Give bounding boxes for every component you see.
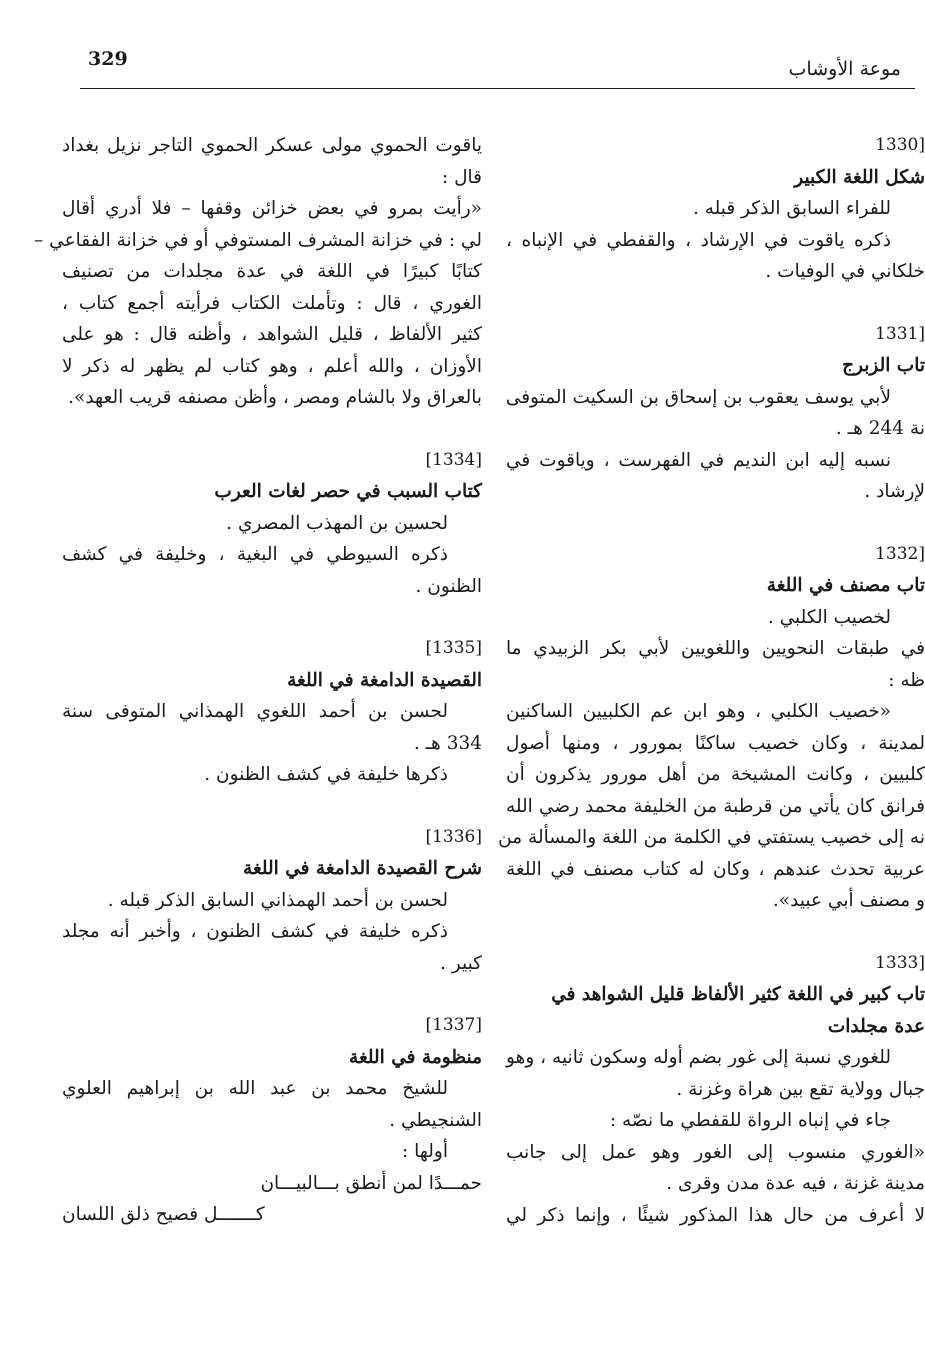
text-line: أولها : — [402, 1141, 448, 1162]
verse-line: كـــــــل فصيح ذلق اللسان — [62, 1204, 265, 1225]
text-line: كلبيين ، وكانت المشيخة من أهل مورور يذكرون أن — [506, 764, 925, 785]
text-line: ظه : — [888, 669, 925, 691]
verse-line: حمـــدًا لمن أنطق بـــالبيـــان — [260, 1172, 482, 1194]
text-line: لإرشاد . — [864, 481, 925, 502]
text-line: لي : في خزانة المشرف المستوفي أو في خزانة الفقاعي – — [34, 229, 482, 251]
entry-number: [1336] — [425, 826, 482, 847]
entry-title: كتاب السبب في حصر لغات العرب — [214, 481, 482, 502]
text-line: «رأيت بمرو في بعض خزائن وقفها – فلا أدري أقال — [62, 198, 482, 219]
text-line: كبير . — [440, 952, 482, 974]
entry-title: تاب كبير في اللغة كثير الألفاظ قليل الشواهد في — [551, 984, 925, 1005]
entry-number: [1334] — [425, 449, 482, 470]
entry-title: منظومة في اللغة — [349, 1046, 482, 1068]
text-line: مدينة غزنة ، فيه عدة مدن وقرى . — [666, 1173, 925, 1194]
text-line: خلكاني في الوفيات . — [765, 261, 925, 282]
text-line: جبال وولاية تقع بين هراة وغزنة . — [676, 1078, 925, 1100]
entry-number: [1333 — [875, 952, 925, 973]
text-line: للفراء السابق الذكر قبله . — [692, 198, 891, 219]
text-line: في طبقات النحويين واللغويين لأبي بكر الزبيدي ما — [506, 638, 925, 659]
entry-number: [1335] — [425, 638, 482, 658]
text-line: ذكره خليفة في كشف الظنون ، وأخبر أنه مجلد — [62, 921, 448, 942]
text-line: الغوري ، قال : وتأملت الكتاب فرأيته أجمع كتاب ، — [62, 292, 482, 314]
text-line: للشيخ محمد بن عبد الله بن إبراهيم العلوي — [62, 1078, 448, 1099]
text-line: كتابًا كبيرًا في اللغة في عدة مجلدات من تصنيف — [62, 261, 482, 282]
text-line: و مصنف أبي عبيد». — [772, 890, 925, 911]
running-head: موعة الأوشاب — [788, 58, 901, 80]
text-line: لحسين بن المهذب المصري . — [226, 512, 448, 534]
text-line: عربية تحدث عندهم ، وكان له كتاب مصنف في اللغة — [506, 858, 925, 880]
text-line: قال : — [441, 166, 482, 188]
entry-1330 — [506, 130, 925, 288]
text-line: ذكره ياقوت في الإرشاد ، والقفطي في الإنباه ، — [506, 229, 891, 251]
text-line: جاء في إنباه الرواة للقفطي ما نصّه : — [609, 1110, 891, 1131]
left-column — [34, 130, 482, 1231]
entry-1331 — [506, 319, 925, 508]
entry-1337 — [62, 1010, 482, 1231]
text-line: ياقوت الحموي مولى عسكر الحموي التاجر نزيل بغداد — [62, 135, 482, 156]
text-line: لحسن بن أحمد الهمذاني السابق الذكر قبله . — [107, 889, 448, 911]
entry-title: شرح القصيدة الدامغة في اللغة — [243, 858, 482, 879]
text-line: لا أعرف من حال هذا المذكور شيئًا ، وإنما ذكر لي — [506, 1204, 925, 1226]
right-column — [498, 130, 925, 1231]
text-line: نسبه إليه ابن النديم في الفهرست ، وياقوت في — [506, 449, 891, 471]
header-rule — [80, 88, 915, 89]
text-line: 334 هـ . — [413, 732, 482, 754]
text-line: فرانق كان يأتي من قرطبة من الخليفة محمد رضي الله — [506, 795, 925, 817]
entry-number: [1331 — [875, 323, 925, 344]
text-line: بالعراق ولا بالشام ومصر ، وأظن مصنفه قريب العهد». — [68, 387, 482, 408]
entry-title: القصيدة الدامغة في اللغة — [287, 669, 482, 691]
entry-1334 — [62, 445, 482, 603]
entry-title: تاب الزبرج — [842, 355, 925, 376]
entry-1335 — [62, 633, 482, 791]
entry-title: شكل اللغة الكبير — [794, 166, 925, 188]
entry-1332 — [498, 539, 925, 917]
entry-1336 — [62, 822, 482, 980]
text-line: ذكرها خليفة في كشف الظنون . — [204, 764, 448, 785]
entry-number: [1330 — [875, 135, 925, 155]
entry-title: تاب مصنف في اللغة — [766, 575, 925, 596]
text-line: «الغوري منسوب إلى الغور وهو عمل إلى جانب — [506, 1141, 925, 1163]
text-line: ذكره السيوطي في البغية ، وخليفة في كشف — [62, 544, 448, 565]
entry-1333 — [506, 948, 925, 1232]
entry-number: [1332 — [875, 543, 925, 564]
page-number: 329 — [88, 48, 128, 70]
entry-number: [1337] — [425, 1015, 482, 1035]
text-line: لخصيب الكلبي . — [767, 606, 891, 628]
text-line: نه إلى خصيب يستفتي في الكلمة من اللغة والمسألة من — [498, 827, 925, 848]
text-line: «خصيب الكلبي ، وهو ابن عم الكلبيين الساكنين — [506, 701, 891, 722]
text-line: نة 244 هـ . — [835, 418, 925, 439]
text-line: لمدينة ، وكان خصيب ساكنًا بمورور ، ومنها أصول — [506, 732, 925, 754]
entry-1333-continuation — [34, 130, 482, 414]
text-line: لحسن بن أحمد اللغوي الهمذاني المتوفى سنة — [62, 701, 448, 722]
entry-title: عدة مجلدات — [827, 1015, 925, 1037]
text-line: كثير الألفاظ ، قليل الشواهد ، وأظنه قال : هو على — [62, 324, 482, 345]
text-line: الأوزان ، والله أعلم ، وهو كتاب لم يظهر له ذكر لا — [62, 355, 482, 377]
text-line: الشنجيطي . — [389, 1109, 482, 1131]
text-line: لأبي يوسف يعقوب بن إسحاق بن السكيت المتوفى — [505, 386, 891, 408]
text-line: للغوري نسبة إلى غور بضم أوله وسكون ثانيه ، وهو — [506, 1047, 891, 1068]
text-line: الظنون . — [415, 575, 482, 597]
